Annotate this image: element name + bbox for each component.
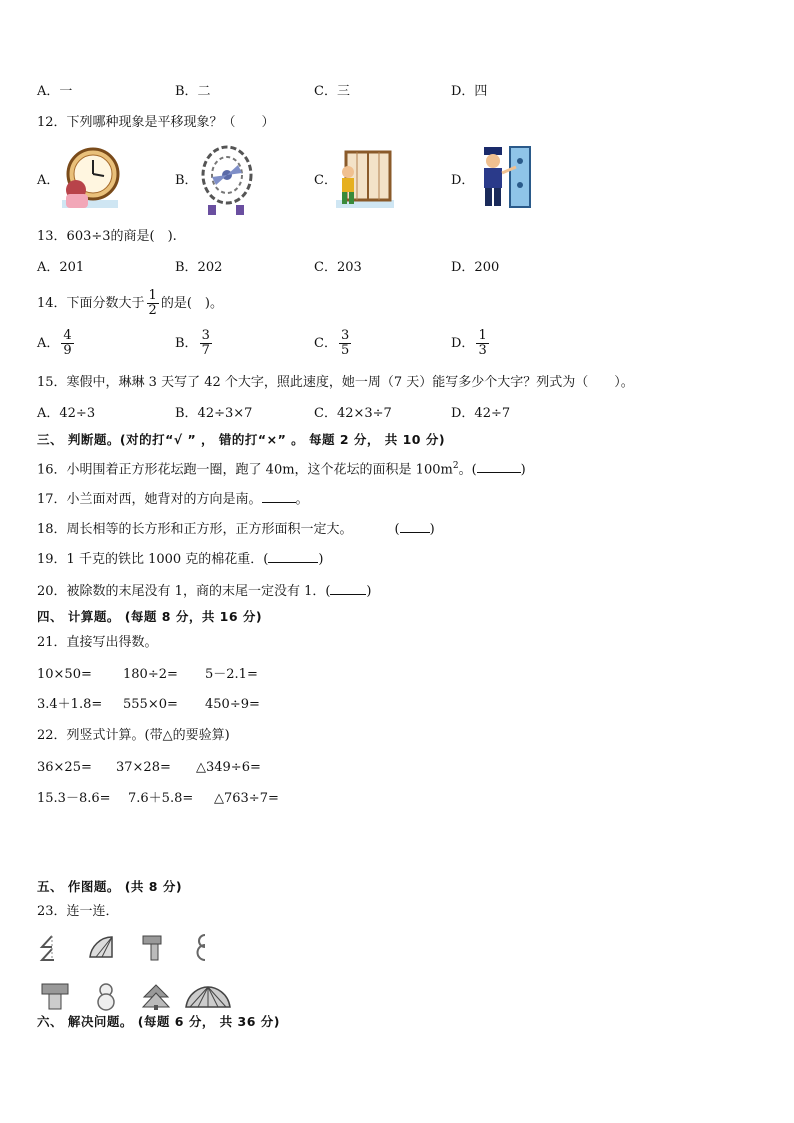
q18-answer-blank[interactable]	[400, 520, 430, 533]
q13-option-a: A．201	[37, 260, 85, 275]
q14-option-b: B． $\frac{3}{7}$	[175, 328, 210, 358]
q18: 18．周长相等的长方形和正方形，正方形面积一定大。 ( )	[37, 522, 435, 537]
q20: 20．被除数的末尾没有 1，商的末尾一定没有 1．( )	[37, 584, 372, 599]
q11-option-a: A．一	[37, 84, 73, 99]
q22-item: 36×25=	[37, 760, 92, 775]
q22-item: 7.6＋5.8=	[128, 791, 194, 806]
q19-answer-blank[interactable]	[268, 550, 318, 563]
window-picture-icon	[336, 148, 394, 210]
q22-item: △763÷7=	[214, 791, 279, 806]
q20-answer-blank[interactable]	[330, 582, 366, 595]
q22-item: 15.3－8.6=	[37, 791, 111, 806]
q14-stem-fraction: $\frac{1}{2}$	[148, 288, 157, 318]
q12-label-c: C．	[314, 173, 337, 188]
q12-label-a: A．	[37, 173, 60, 188]
q12-label-d: D．	[451, 173, 475, 188]
q14-option-d: D． $\frac{1}{3}$	[451, 328, 487, 358]
section-3-heading: 三、 判断题。(对的打“√ ” ， 错的打“×” 。 每题 2 分， 共 10 分)	[37, 432, 446, 447]
q23-stem: 23．连一连．	[37, 904, 119, 919]
elevator-picture-icon	[476, 145, 534, 211]
half-mushroom-icon[interactable]	[38, 933, 60, 963]
q13-option-c: C．203	[314, 260, 362, 275]
q15-option-a: A．42÷3	[37, 406, 96, 421]
q21-item: 3.4＋1.8=	[37, 697, 103, 712]
q11-option-c: C．三	[314, 84, 350, 99]
q13-option-d: D．200	[451, 260, 500, 275]
umbrella-icon[interactable]	[184, 985, 232, 1011]
q22-item: △349÷6=	[196, 760, 261, 775]
q13-stem: 13．603÷3的商是( ).	[37, 229, 177, 244]
mushroom-house-icon[interactable]	[40, 981, 70, 1011]
q17-answer-blank[interactable]	[262, 490, 296, 503]
q19: 19．1 千克的铁比 1000 克的棉花重．( )	[37, 552, 324, 567]
gourd-icon[interactable]	[95, 981, 117, 1011]
section-5-heading: 五、 作图题。 (共 8 分)	[37, 879, 183, 894]
q12-stem: 12．下列哪种现象是平移现象？（ ）	[37, 115, 275, 130]
q15-option-c: C．42×3÷7	[314, 406, 392, 421]
section-4-heading: 四、 计算题。 (每题 8 分，共 16 分)	[37, 609, 263, 624]
q11-option-b: B．二	[175, 84, 211, 99]
q14-stem: 14．下面分数大于 $\frac{1}{2}$ 的是( )。	[37, 288, 223, 318]
clock-picture-icon	[60, 146, 120, 210]
q14-option-a: A． $\frac{4}{9}$	[37, 328, 72, 358]
half-house-icon[interactable]	[141, 932, 163, 962]
q21-item: 180÷2=	[123, 667, 178, 682]
tree-icon[interactable]	[141, 983, 171, 1011]
q11-option-d: D．四	[451, 84, 488, 99]
q14-option-c: C． $\frac{3}{5}$	[314, 328, 350, 358]
fan-picture-icon	[198, 143, 256, 217]
q15-option-d: D．42÷7	[451, 406, 511, 421]
q15-stem: 15．寒假中，琳琳 3 天写了 42 个大字，照此速度，她一周（7 天）能写多少个大字？列式为（ ）。	[37, 375, 634, 390]
section-6-heading: 六、 解决问题。 (每题 6 分， 共 36 分)	[37, 1014, 280, 1029]
q21-item: 450÷9=	[205, 697, 260, 712]
q15-option-b: B．42÷3×7	[175, 406, 253, 421]
q13-option-b: B．202	[175, 260, 223, 275]
half-gourd-icon[interactable]	[193, 932, 211, 962]
q21-item: 5－2.1=	[205, 667, 258, 682]
q21-item: 555×0=	[123, 697, 178, 712]
q12-label-b: B．	[175, 173, 198, 188]
q22-stem: 22．列竖式计算。(带△的要验算)	[37, 728, 230, 743]
half-umbrella-icon[interactable]	[88, 933, 114, 961]
q16-answer-blank[interactable]	[477, 460, 521, 473]
q16: 16．小明围着正方形花坛跑一圈，跑了 40m，这个花坛的面积是 $100m^2$。( )	[37, 461, 526, 478]
q17: 17．小兰面对西，她背对的方向是南。 。	[37, 492, 309, 507]
q21-item: 10×50=	[37, 667, 92, 682]
q21-stem: 21．直接写出得数。	[37, 635, 158, 650]
q22-item: 37×28=	[116, 760, 171, 775]
